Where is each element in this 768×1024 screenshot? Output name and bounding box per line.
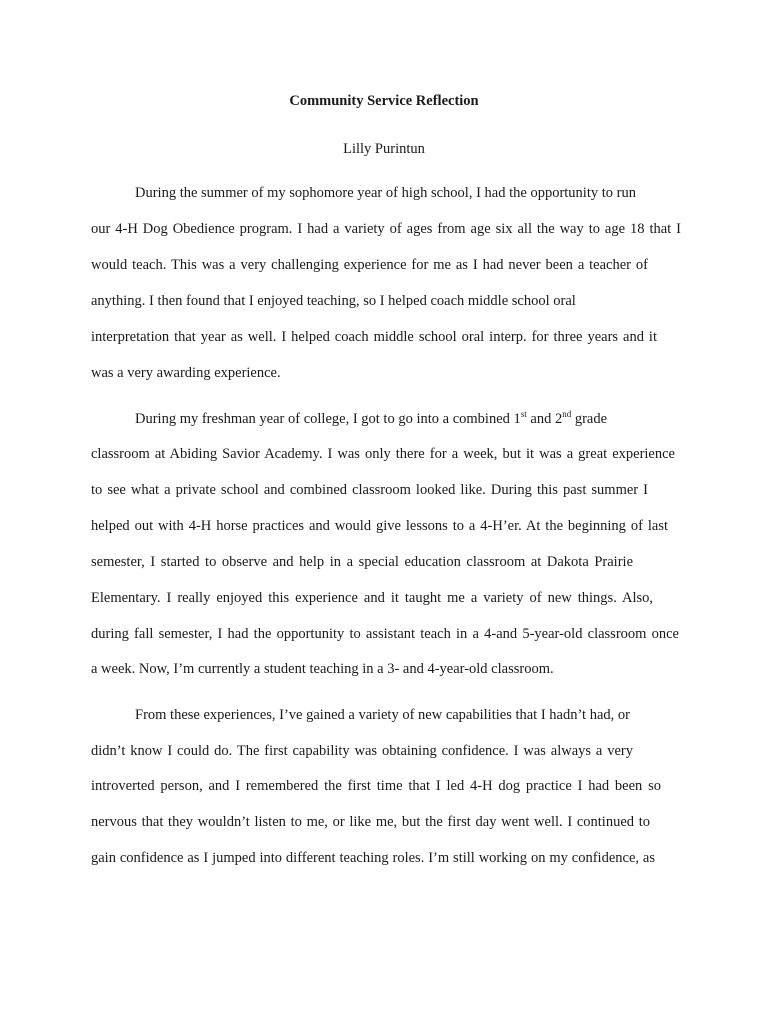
paragraph-3-line: didn’t know I could do. The first capability was obtaining confidence. I was always a very bbox=[91, 743, 633, 759]
paragraph-1-line: anything. I then found that I enjoyed teaching, so I helped coach middle school oral bbox=[91, 293, 576, 309]
paragraph-2-line-text: and 2 bbox=[526, 411, 563, 427]
paragraph-2-line bbox=[135, 408, 725, 430]
superscript-st: st bbox=[520, 409, 527, 419]
paragraph-1-line: would teach. This was a very challenging experience for me as I had never been a teacher of bbox=[91, 257, 648, 273]
paragraph-1-line: interpretation that year as well. I helped coach middle school oral interp. for three years and it bbox=[91, 329, 657, 345]
paragraph-2-line: semester, I started to observe and help in a special education classroom at Dakota Prairie bbox=[91, 554, 633, 570]
superscript-nd: nd bbox=[562, 409, 572, 419]
paragraph-1-line: was a very awarding experience. bbox=[91, 365, 281, 381]
paragraph-2-line-text: grade bbox=[571, 411, 608, 427]
paragraph-3-line: From these experiences, I’ve gained a variety of new capabilities that I hadn’t had, or bbox=[135, 707, 630, 723]
paragraph-2-line: to see what a private school and combined classroom looked like. During this past summer I bbox=[91, 482, 648, 498]
paragraph-3-line: gain confidence as I jumped into different teaching roles. I’m still working on my confidence, as bbox=[91, 850, 655, 866]
paragraph-2-line: Elementary. I really enjoyed this experience and it taught me a variety of new things. Also, bbox=[91, 590, 653, 606]
paragraph-2-line: helped out with 4-H horse practices and would give lessons to a 4-H’er. At the beginning of last bbox=[91, 518, 668, 534]
document-author: Lilly Purintun bbox=[343, 141, 425, 157]
paragraph-2-line: during fall semester, I had the opportunity to assistant teach in a 4-and 5-year-old classroom once bbox=[91, 626, 679, 642]
paragraph-1-line: our 4-H Dog Obedience program. I had a variety of ages from age six all the way to age 18 that I bbox=[91, 221, 681, 237]
paragraph-1-line: During the summer of my sophomore year of high school, I had the opportunity to run bbox=[135, 185, 636, 201]
paragraph-3-line: nervous that they wouldn’t listen to me, or like me, but the first day went well. I continued to bbox=[91, 814, 650, 830]
paragraph-2-line: classroom at Abiding Savior Academy. I was only there for a week, but it was a great experience bbox=[91, 446, 675, 462]
paragraph-2-line: a week. Now, I’m currently a student teaching in a 3- and 4-year-old classroom. bbox=[91, 661, 554, 677]
document-title: Community Service Reflection bbox=[289, 93, 479, 109]
paragraph-3-line: introverted person, and I remembered the first time that I led 4-H dog practice I had been so bbox=[91, 778, 661, 794]
paragraph-2-line-text: During my freshman year of college, I got to go into a combined 1 bbox=[135, 411, 521, 427]
